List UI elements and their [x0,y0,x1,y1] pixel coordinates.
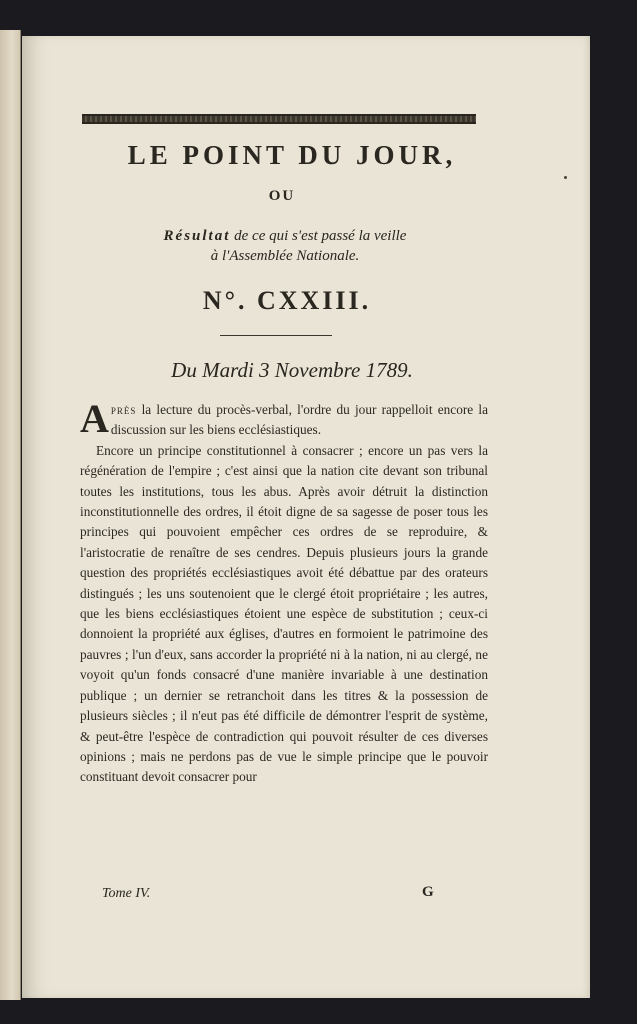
paragraph-1-text: la lecture du procès-verbal, l'ordre du jour rappelloit encore la discussion sur les biens ecclésiastiques. [110,402,488,438]
subtitle-line-1: de ce qui s'est passé la veille [234,228,407,244]
divider-rule [220,335,332,336]
facing-page-edge [0,30,21,1000]
first-word: près [110,402,137,417]
paragraph-1 [80,396,488,441]
dateline: Du Mardi 3 Novembre 1789. [171,358,413,382]
drop-cap: A [80,396,109,441]
subtitle [80,226,490,266]
paper-speck [564,176,567,179]
paragraph-2: Encore un principe constitutionnel à consacrer ; encore un pas vers la régénération de l'empire ; c'est ainsi que la nation cite devant son tribunal toutes les institutions, tous les abus. Après avoir détruit la distinction inconstitutionnelle des ordres, il étoit digne de sa sagesse de poser tous les principes qui pouvoient empêcher ces ordres de se reproduire, & l'aristocratie de renaître de ses cendres. Depuis plusieurs jours la grande question des propriétés ecclésiastiques avoit été débattue par des orateurs distingués ; les uns soutenoient que le clergé étoit propriétaire ; les autres, que les biens ecclésiastiques étoient une espèce de substitution ; ceux-ci donnoient la propriété aux églises, d'autres en formoient le patrimoine des pauvres ; l'un d'eux, sans accorder la propriété ni à la nation, ni au clergé, ne voyoit qu'un fonds consacré d'une manière invariable à une destination publique ; un dernier se retranchoit dans les titres & la possession de plusieurs siècles ; il n'eut pas été difficile de démontrer l'esprit de système, & peut-être l'espèce de contradiction qui pouvoit résulter de ces diverses opinions ; mais ne perdons pas de vue le simple principe que le pouvoir constituant devoit consacrer pour [80,442,488,785]
subtitle-line-2: à l'Assemblée Nationale. [210,248,360,264]
signature-mark: G [422,884,434,900]
article-body [80,396,488,788]
title-conjunction: OU [268,188,296,204]
ornamental-rule [82,114,476,124]
document-page [22,36,590,998]
volume-label: Tome IV. [102,886,151,901]
issue-number: N°. CXXIII. [202,286,372,315]
subtitle-lead: Résultat [163,228,231,244]
page-title: LE POINT DU JOUR, [127,140,457,170]
